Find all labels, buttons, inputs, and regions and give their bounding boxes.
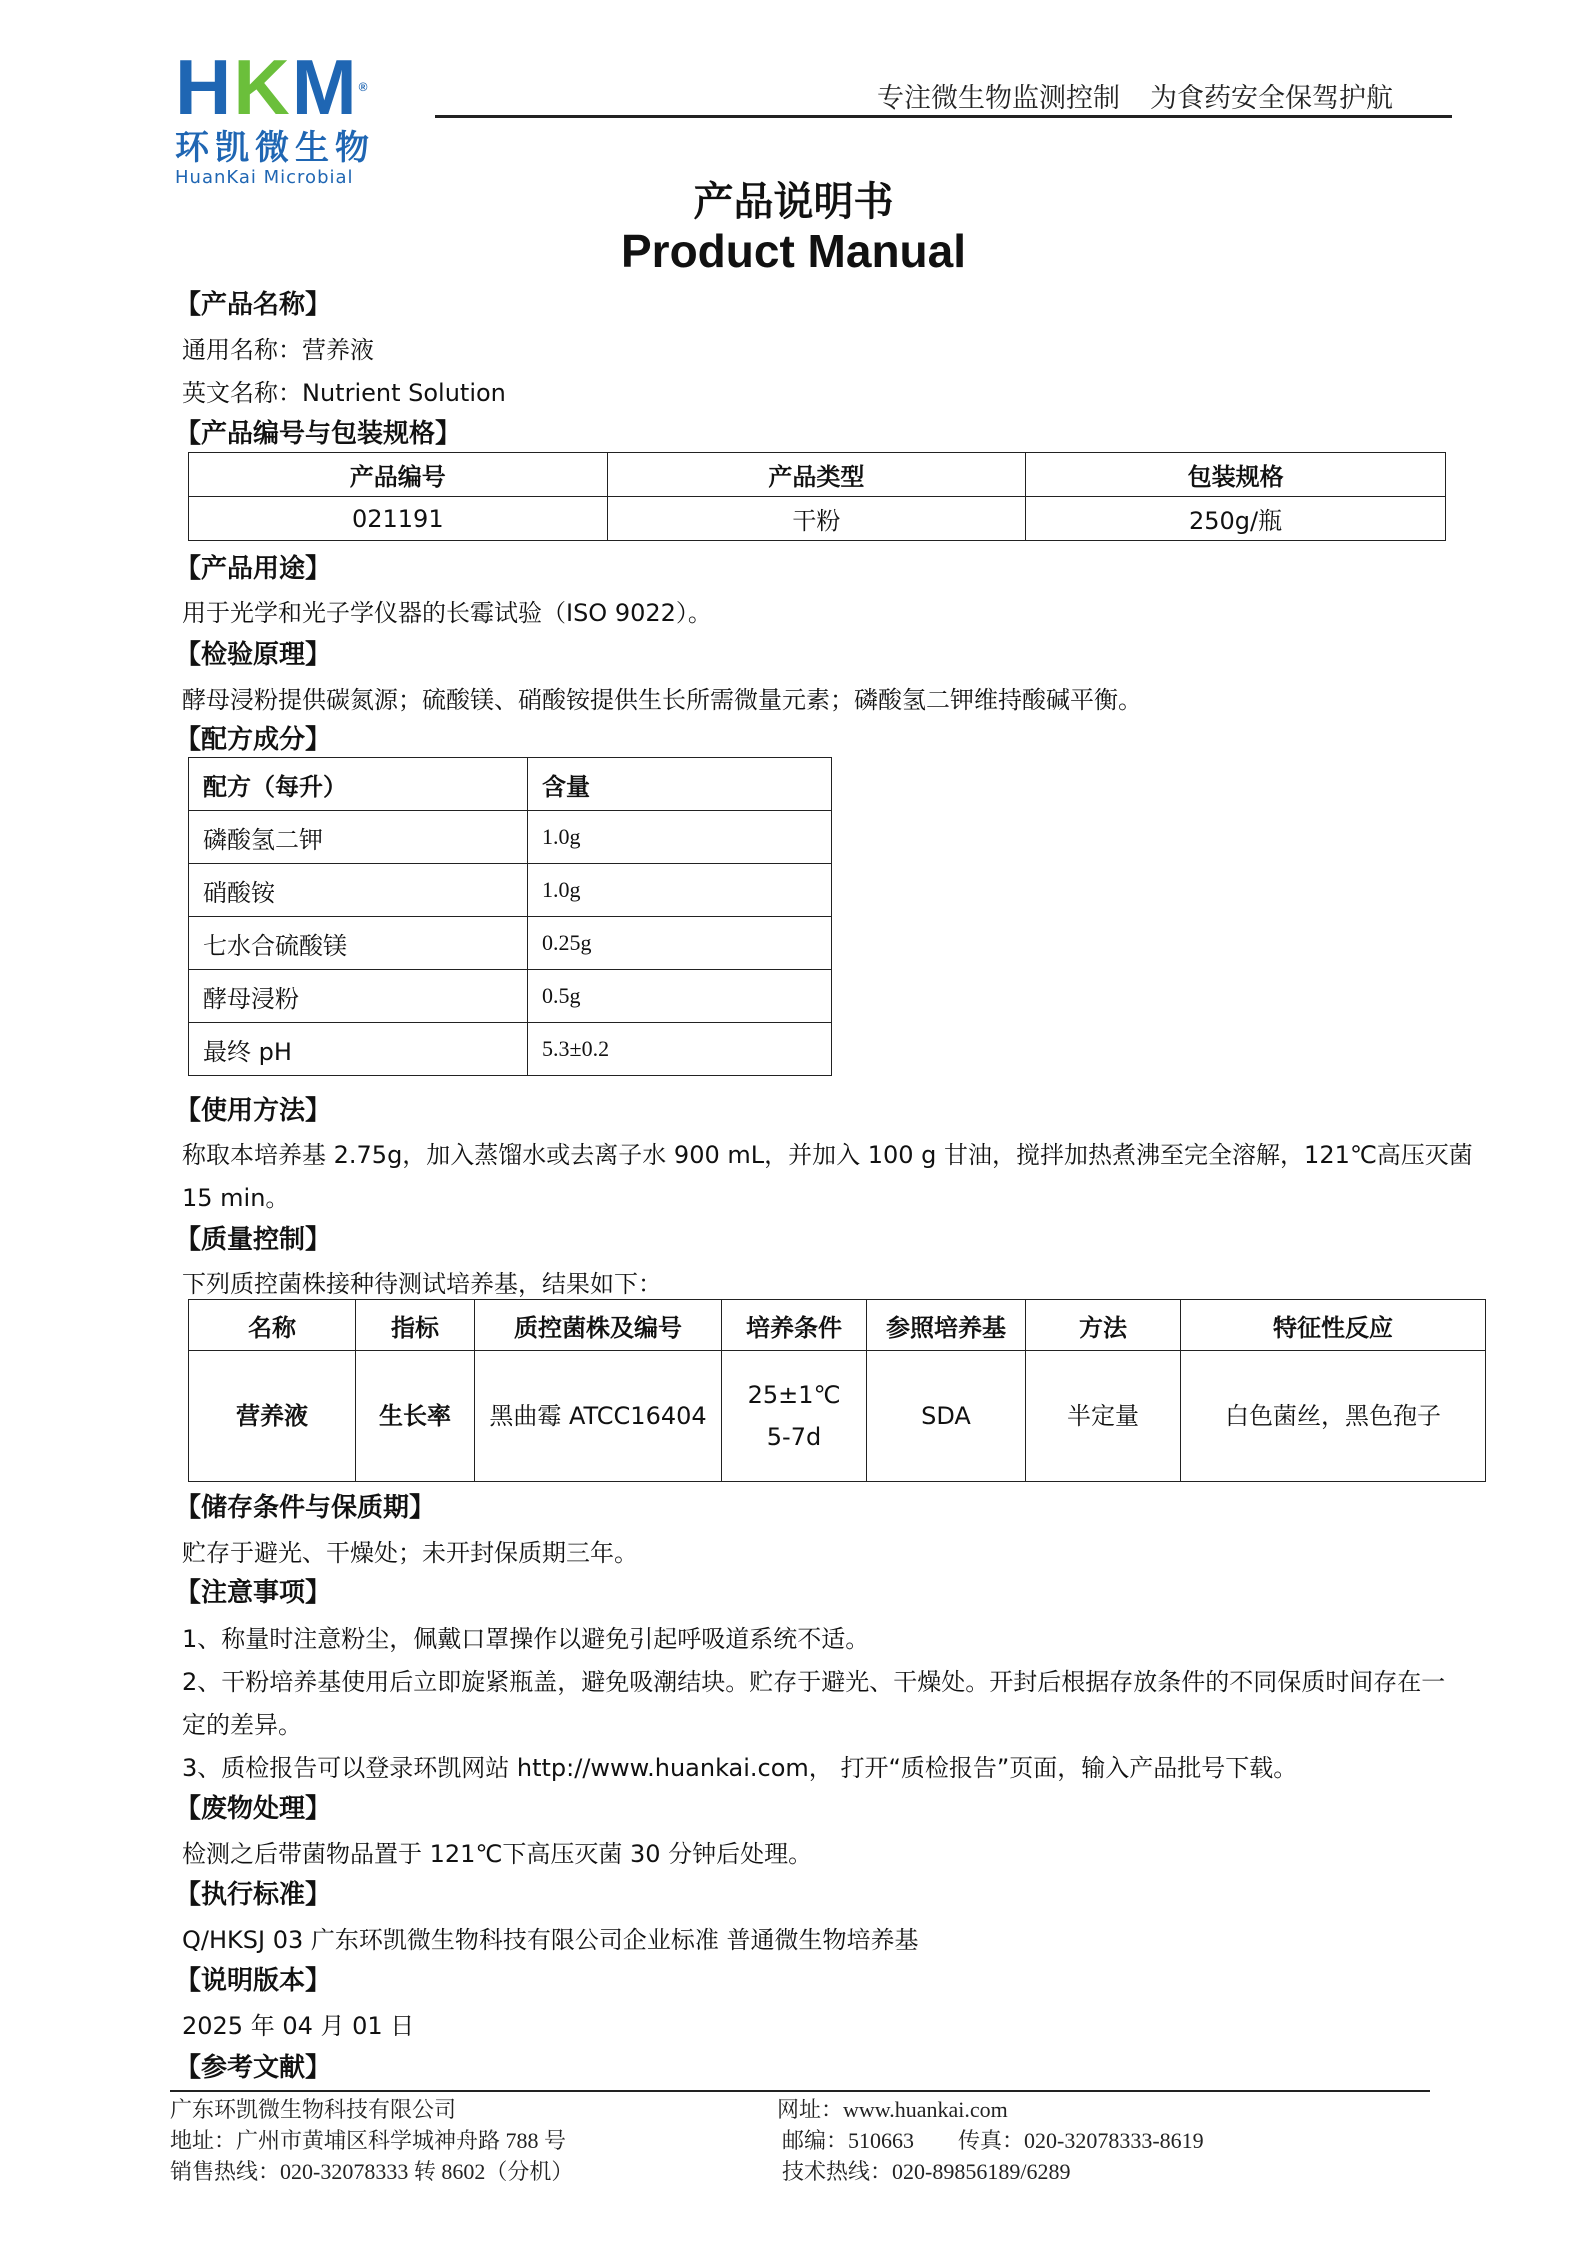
table-row <box>189 811 832 864</box>
section-heading-method: 【使用方法】 <box>175 1096 332 1126</box>
note-2-line-2: 定的差异。 <box>182 1711 302 1739</box>
logo-chinese-name: 环凯微生物 <box>175 128 375 168</box>
page-title-en: Product Manual <box>620 225 967 277</box>
table-header-cell: 包装规格 <box>1026 453 1446 497</box>
qc-method: 半定量 <box>1026 1351 1181 1482</box>
version-date: 2025 年 04 月 01 日 <box>182 2012 415 2040</box>
ingredient-name: 最终 pH <box>189 1023 528 1076</box>
logo-english-name: HuanKai Microbial <box>175 167 354 188</box>
table-row <box>189 917 832 970</box>
table-header-cell: 特征性反应 <box>1181 1300 1486 1351</box>
section-heading-principle: 【检验原理】 <box>175 640 332 670</box>
common-name: 通用名称：营养液 <box>182 336 374 364</box>
method-text-line-2: 15 min。 <box>182 1184 290 1212</box>
standard-text: Q/HKSJ 03 广东环凯微生物科技有限公司企业标准 普通微生物培养基 <box>182 1926 919 1954</box>
ingredient-amount: 0.5g <box>528 970 832 1023</box>
ingredient-amount: 0.25g <box>528 917 832 970</box>
footer-tech-hotline: 技术热线：020-89856189/6289 <box>782 2159 1071 2184</box>
product-type: 干粉 <box>607 497 1026 541</box>
ingredient-amount: 1.0g <box>528 811 832 864</box>
table-header-cell: 方法 <box>1026 1300 1181 1351</box>
qc-strain: 黑曲霉 ATCC16404 <box>475 1351 722 1482</box>
ingredient-name: 七水合硫酸镁 <box>189 917 528 970</box>
table-header-cell: 指标 <box>356 1300 475 1351</box>
section-heading-references: 【参考文献】 <box>175 2053 332 2083</box>
table-header-row <box>189 758 832 811</box>
table-header-cell: 名称 <box>189 1300 356 1351</box>
footer-divider <box>170 2090 1430 2092</box>
slogan-part-2: 为食药安全保驾护航 <box>1150 83 1393 114</box>
ingredient-amount: 1.0g <box>528 864 832 917</box>
table-header-cell: 配方（每升） <box>189 758 528 811</box>
company-logo <box>175 43 435 188</box>
qc-condition-time: 5-7d <box>766 1423 822 1451</box>
table-header-cell: 参照培养基 <box>867 1300 1026 1351</box>
principle-text: 酵母浸粉提供碳氮源；硫酸镁、硝酸铵提供生长所需微量元素；磷酸氢二钾维持酸碱平衡。 <box>182 686 1142 714</box>
method-text-line-1: 称取本培养基 2.75g，加入蒸馏水或去离子水 900 mL，并加入 100 g 甘油，搅拌加热煮沸至完全溶解，121℃高压灭菌 <box>182 1141 1473 1169</box>
section-heading-packaging: 【产品编号与包装规格】 <box>175 419 462 449</box>
logo-mark <box>175 43 435 131</box>
ingredient-name: 酵母浸粉 <box>189 970 528 1023</box>
section-heading-version: 【说明版本】 <box>175 1966 332 1996</box>
qc-indicator: 生长率 <box>356 1351 475 1482</box>
table-header-row <box>189 453 1446 497</box>
section-heading-product-name: 【产品名称】 <box>175 290 332 320</box>
formula-table <box>188 757 832 1076</box>
english-name: 英文名称：Nutrient Solution <box>182 379 506 407</box>
ingredient-amount: 5.3±0.2 <box>528 1023 832 1076</box>
section-heading-storage: 【储存条件与保质期】 <box>175 1493 436 1523</box>
qc-table <box>188 1299 1486 1482</box>
footer-postcode: 邮编：510663 <box>782 2128 915 2153</box>
slogan-part-1: 专注微生物监测控制 <box>877 83 1120 114</box>
packaging-table <box>188 452 1446 541</box>
qc-reaction: 白色菌丝，黑色孢子 <box>1181 1351 1486 1482</box>
qc-condition-temp: 25±1℃ <box>747 1381 841 1409</box>
qc-reference-medium: SDA <box>867 1351 1026 1482</box>
logo-letter-k: K <box>233 43 292 131</box>
section-heading-notes: 【注意事项】 <box>175 1578 332 1608</box>
note-2-line-1: 2、干粉培养基使用后立即旋紧瓶盖，避免吸潮结块。贮存于避光、干燥处。开封后根据存放条件的不同保质时间存在一 <box>182 1668 1446 1696</box>
footer-address: 地址：广州市黄埔区科学城神舟路 788 号 <box>170 2128 567 2153</box>
page-title-cn: 产品说明书 <box>693 179 894 225</box>
table-header-cell: 含量 <box>528 758 832 811</box>
product-code: 021191 <box>189 497 608 541</box>
storage-text: 贮存于避光、干燥处；未开封保质期三年。 <box>182 1539 638 1567</box>
section-heading-qc: 【质量控制】 <box>175 1225 332 1255</box>
registered-mark: ® <box>358 80 370 94</box>
section-heading-disposal: 【废物处理】 <box>175 1794 332 1824</box>
ingredient-name: 磷酸氢二钾 <box>189 811 528 864</box>
note-3: 3、质检报告可以登录环凯网站 http://www.huankai.com， 打开“质检报告”页面，输入产品批号下载。 <box>182 1754 1298 1782</box>
footer-website: 网址：www.huankai.com <box>777 2097 1008 2122</box>
section-heading-formula: 【配方成分】 <box>175 725 332 755</box>
disposal-text: 检测之后带菌物品置于 121℃下高压灭菌 30 分钟后处理。 <box>182 1840 813 1868</box>
section-heading-standard: 【执行标准】 <box>175 1880 332 1910</box>
table-header-cell: 质控菌株及编号 <box>475 1300 722 1351</box>
table-header-cell: 培养条件 <box>722 1300 867 1351</box>
qc-conditions <box>722 1351 867 1482</box>
footer-company: 广东环凯微生物科技有限公司 <box>170 2097 457 2122</box>
qc-name: 营养液 <box>189 1351 356 1482</box>
qc-intro: 下列质控菌株接种待测试培养基，结果如下： <box>182 1270 662 1298</box>
ingredient-name: 硝酸铵 <box>189 864 528 917</box>
note-1: 1、称量时注意粉尘，佩戴口罩操作以避免引起呼吸道系统不适。 <box>182 1625 870 1653</box>
table-row <box>189 864 832 917</box>
package-size: 250g/瓶 <box>1026 497 1446 541</box>
table-row <box>189 970 832 1023</box>
table-header-cell: 产品编号 <box>189 453 608 497</box>
logo-letter-m: M <box>291 43 359 131</box>
section-heading-usage: 【产品用途】 <box>175 554 332 584</box>
logo-letter-h: H <box>175 43 234 131</box>
table-header-cell: 产品类型 <box>607 453 1026 497</box>
header-divider <box>435 115 1452 118</box>
footer-fax: 传真：020-32078333-8619 <box>958 2128 1204 2153</box>
footer-sales-hotline: 销售热线：020-32078333 转 8602（分机） <box>170 2159 574 2184</box>
usage-text: 用于光学和光子学仪器的长霉试验（ISO 9022）。 <box>182 599 712 627</box>
table-row <box>189 1351 1486 1482</box>
header-slogan <box>877 76 1393 115</box>
table-row <box>189 1023 832 1076</box>
table-row <box>189 497 1446 541</box>
table-header-row <box>189 1300 1486 1351</box>
